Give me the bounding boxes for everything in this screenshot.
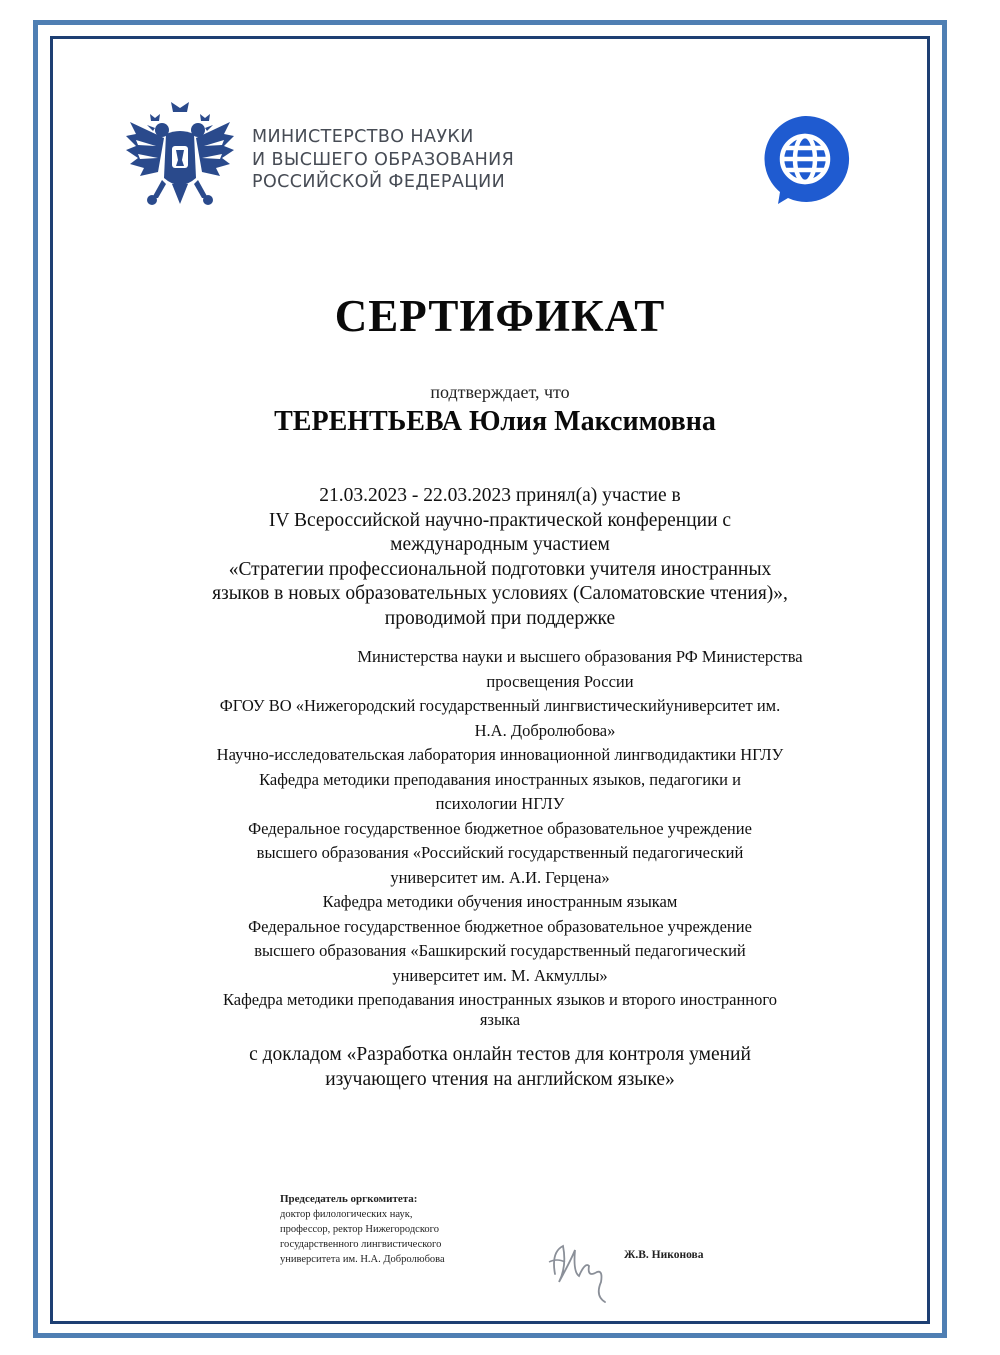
confirms-text: подтверждает, что [430,382,570,402]
chair-heading: Председатель оргкомитета: [280,1193,418,1205]
body-line: проводимой при поддержке [384,607,616,629]
org-line: Кафедра методики преподавания иностранных языков и второго иностранного [223,990,777,1009]
body-line: языков в новых образовательных условиях (Саломатовские чтения)», [212,583,788,604]
org-line: Федеральное государственное бюджетное образовательное учреждение [248,916,752,936]
org-line: психологии НГЛУ [435,794,565,813]
org-line: высшего образования «Башкирский государственный педагогический [254,941,746,960]
committee-chair-block [280,1192,520,1267]
report-line: изучающего чтения на английском языке» [325,1068,675,1090]
org-line: Кафедра методики обучения иностранным языкам [322,892,678,911]
org-line: просвещения России [486,671,634,691]
body-line: «Стратегии профессиональной подготовки учителя иностранных [228,558,772,580]
chair-line: доктор филологических наук, [280,1209,413,1220]
chair-line: университета им. Н.А. Добролюбова [280,1254,445,1265]
chair-line: профессор, ректор Нижегородского [280,1224,439,1235]
ministry-line: МИНИСТЕРСТВО НАУКИ [252,127,474,147]
report-title [150,1043,850,1092]
org-line: Кафедра методики преподавания иностранных языков, педагогики и [259,769,741,789]
handwritten-signature-icon [545,1232,611,1306]
globe-logo-icon [758,112,852,206]
org-line: языка [479,1009,521,1029]
certificate-title: СЕРТИФИКАТ [334,291,666,341]
report-line: с докладом «Разработка онлайн тестов для контроля умений [249,1044,751,1065]
recipient-name: ТЕРЕНТЬЕВА Юлия Максимовна [274,406,716,437]
chair-line: государственного лингвистического [280,1239,442,1250]
body-line: 21.03.2023 - 22.03.2023 принял(а) участие в [319,485,681,506]
org-line: Научно-исследовательская лаборатория инновационной лингводидактики НГЛУ [216,745,784,764]
ministry-name [252,126,572,194]
double-headed-eagle-emblem-icon [122,100,238,218]
org-line: Федеральное государственное бюджетное образовательное учреждение [248,818,752,838]
org-line: ФГОУ ВО «Нижегородский государственный лингвистическийуниверситет им. [219,696,781,715]
org-line: высшего образования «Российский государственный педагогический [256,843,744,862]
body-line: IV Всероссийской научно-практической конференции с [268,509,732,531]
org-line: университет им. М. Акмуллы» [392,965,608,985]
ministry-line: РОССИЙСКОЙ ФЕДЕРАЦИИ [252,172,506,192]
org-line: Н.А. Добролюбова» [474,720,616,740]
participation-text [150,484,850,631]
org-line: Министерства науки и высшего образования РФ Министерства [357,647,803,666]
org-line: университет им. А.И. Герцена» [390,867,610,887]
body-line: международным участием [390,534,610,555]
chair-name: Ж.В. Никонова [624,1249,704,1261]
supporting-organizations [130,645,870,1027]
ministry-line: И ВЫСШЕГО ОБРАЗОВАНИЯ [252,149,515,170]
